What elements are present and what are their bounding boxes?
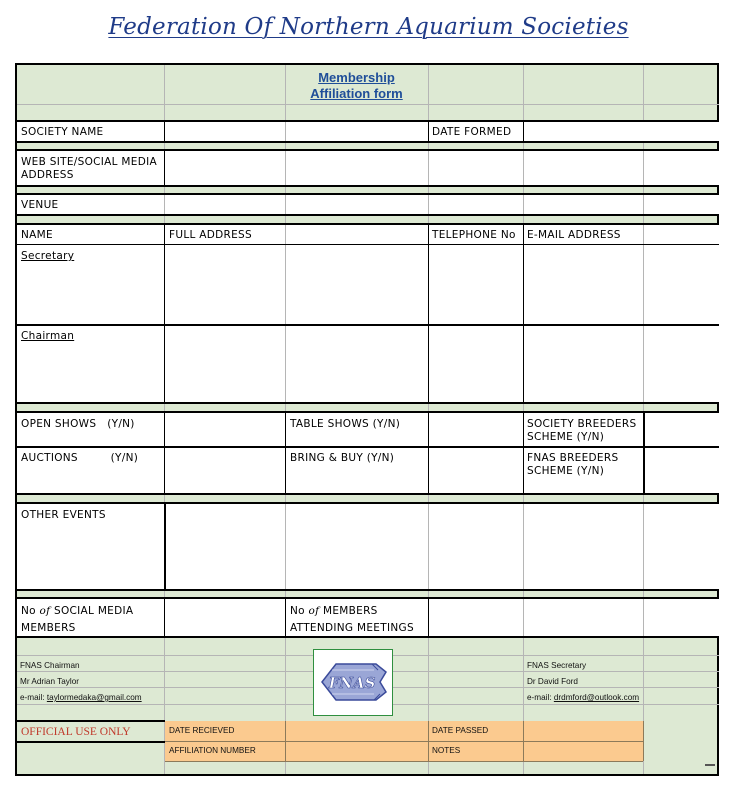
telephone-header: TELEPHONE No [432,229,516,241]
website-label-line1: WEB SITE/SOCIAL MEDIA [21,156,157,168]
website-label [21,156,157,182]
chairman-name: Mr Adrian Taylor [20,677,80,686]
form-title-line2: Affiliation form [310,86,403,101]
members-line2: ATTENDING MEETINGS [290,622,414,634]
date-formed-label: DATE FORMED [432,126,512,138]
fnas-breeders-line2: SCHEME (Y/N) [527,465,605,477]
form-title-line1: Membership [318,70,395,85]
website-label-line2: ADDRESS [21,169,74,181]
fnas-breeders-label [527,452,618,478]
chairman-email-line [20,693,142,702]
society-name-label: SOCIETY NAME [21,126,104,138]
form-title [285,70,428,102]
affiliation-number-label: AFFILIATION NUMBER [169,746,256,755]
chairman-label: Chairman [21,330,75,342]
notes-label: NOTES [432,746,461,755]
date-received-label: DATE RECIEVED [169,726,235,735]
venue-label: VENUE [21,199,59,211]
other-events-label: OTHER EVENTS [21,509,106,521]
members-no: No [290,605,305,617]
social-no: No [21,605,36,617]
page-title: Federation Of Northern Aquarium Societies [108,14,629,40]
secretary-role: FNAS Secretary [527,661,587,670]
chairman-email-label: e-mail: [20,693,45,702]
secretary-label: Secretary [21,250,75,262]
fish-logo-icon [314,650,392,715]
chairman-email-link[interactable]: taylormedaka@gmail.com [46,693,142,702]
name-header: NAME [21,229,53,241]
affiliation-form-sheet [15,63,719,776]
auctions-label: AUCTIONS (Y/N) [21,452,139,464]
society-breeders-label [527,418,636,444]
social-of: of [39,605,51,617]
members-of: of [308,605,320,617]
members-rest: MEMBERS [322,605,378,617]
table-shows-label: TABLE SHOWS (Y/N) [290,418,401,430]
social-line2: MEMBERS [21,622,76,634]
secretary-email-label: e-mail: [527,693,552,702]
bring-buy-label: BRING & BUY (Y/N) [290,452,395,464]
secretary-email-line [527,693,639,702]
chairman-role: FNAS Chairman [20,661,80,670]
society-breeders-line2: SCHEME (Y/N) [527,431,605,443]
society-breeders-line1: SOCIETY BREEDERS [527,418,637,430]
social-rest: SOCIAL MEDIA [53,605,134,617]
open-shows-label: OPEN SHOWS (Y/N) [21,418,135,430]
social-media-label [21,605,133,635]
secretary-email-link[interactable]: drdmford@outlook.com [553,693,640,702]
members-attending-label [290,605,414,635]
email-header: E-MAIL ADDRESS [527,229,621,241]
date-passed-label: DATE PASSED [432,726,489,735]
full-address-header: FULL ADDRESS [169,229,252,241]
page-mark [705,764,715,766]
fnas-logo [313,649,393,716]
logo-text: FNAS [328,674,376,692]
secretary-name: Dr David Ford [527,677,578,686]
official-use-label: OFFICIAL USE ONLY [21,726,131,738]
fnas-breeders-line1: FNAS BREEDERS [527,452,619,464]
